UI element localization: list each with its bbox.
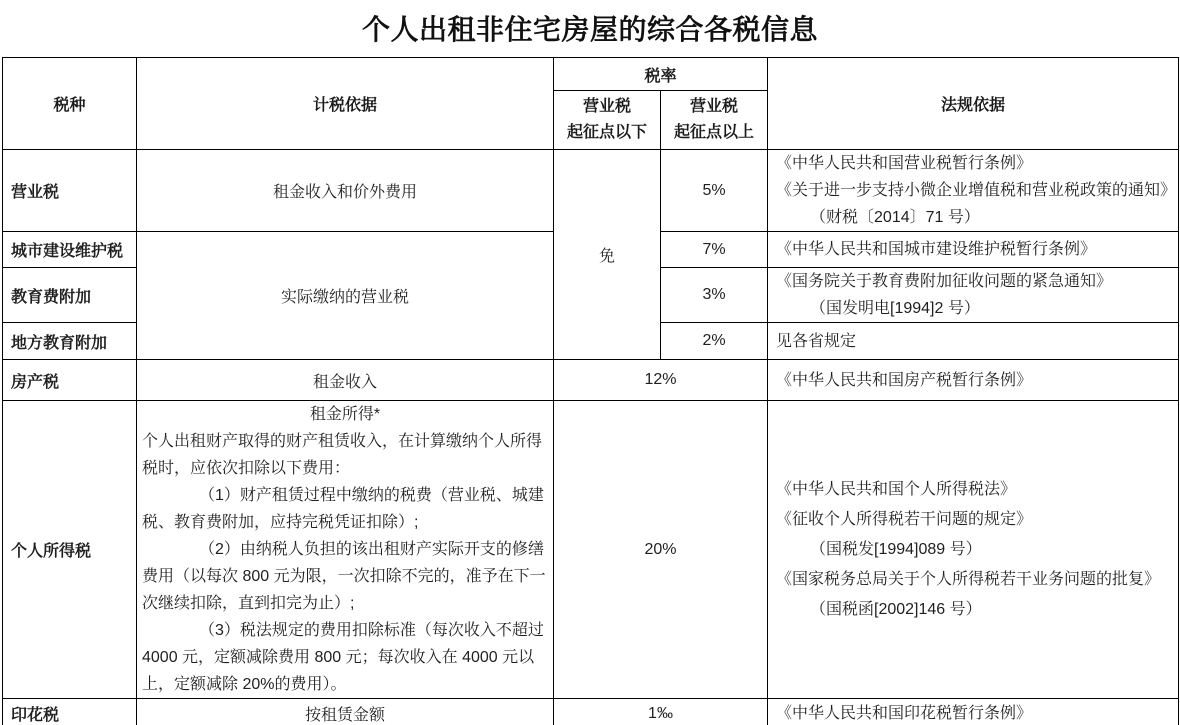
legal-line: 《国家税务总局关于个人所得税若干业务问题的批复》 bbox=[776, 570, 1161, 588]
tax-name-cell: 城市建设维护税 bbox=[3, 232, 137, 268]
table-row-stamp-tax bbox=[3, 699, 1179, 725]
legal-basis-cell bbox=[768, 323, 1179, 360]
tax-info-table bbox=[2, 57, 1179, 725]
tax-name-cell: 地方教育附加 bbox=[3, 323, 137, 360]
tax-basis-cell bbox=[137, 401, 554, 699]
legal-basis-cell bbox=[768, 232, 1179, 268]
rate-above-cell: 2% bbox=[661, 323, 768, 360]
legal-line: 《中华人民共和国城市建设维护税暂行条例》 bbox=[776, 241, 1097, 258]
basis-paragraph: （3）税法规定的费用扣除标准（每次收入不超过 4000 元，定额减除费用 800 元；每次收入在 4000 元以上，定额减除 20%的费用）。 bbox=[142, 622, 544, 693]
header-line: 营业税 bbox=[582, 98, 631, 115]
legal-line: 《关于进一步支持小微企业增值税和营业税政策的通知》 bbox=[776, 182, 1177, 199]
basis-paragraph: （1）财产租赁过程中缴纳的税费（营业税、城建税、教育费附加，应持完税凭证扣除）; bbox=[142, 487, 544, 531]
legal-line: 《中华人民共和国房产税暂行条例》 bbox=[776, 371, 1033, 389]
legal-line: （国发明电[1994]2 号） bbox=[810, 300, 980, 317]
basis-paragraph: （2）由纳税人负担的该出租财产实际开支的修缮费用（以每次 800 元为限，一次扣除不完的，准予在下一次继续扣除，直到扣完为止）; bbox=[142, 541, 546, 612]
rate-above-cell: 5% bbox=[661, 150, 768, 232]
rate-above-cell: 3% bbox=[661, 268, 768, 323]
legal-basis-cell bbox=[768, 150, 1179, 232]
tax-basis-cell: 租金收入 bbox=[137, 360, 554, 401]
legal-basis-cell bbox=[768, 699, 1179, 725]
basis-title: 租金所得* bbox=[309, 406, 381, 423]
legal-line: 《征收个人所得税若干问题的规定》 bbox=[776, 510, 1033, 528]
rate-below-cell: 免 bbox=[554, 150, 661, 360]
rate-above-cell: 7% bbox=[661, 232, 768, 268]
tax-name-cell: 个人所得税 bbox=[3, 401, 137, 699]
rate-merged-cell: 12% bbox=[554, 360, 768, 401]
legal-line: （财税〔2014〕71 号） bbox=[810, 209, 980, 226]
header-line: 起征点以下 bbox=[566, 124, 647, 141]
legal-line: 见各省规定 bbox=[776, 332, 857, 350]
table-row-business-tax bbox=[3, 150, 1179, 232]
basis-paragraph: 个人出租财产取得的财产租赁收入，在计算缴纳个人所得税时，应依次扣除以下费用： bbox=[142, 433, 543, 477]
tax-basis-cell: 租金收入和价外费用 bbox=[137, 150, 554, 232]
table-row-property-tax bbox=[3, 360, 1179, 401]
legal-line: 《中华人民共和国营业税暂行条例》 bbox=[776, 155, 1033, 172]
tax-name-cell: 印花税 bbox=[3, 699, 137, 725]
header-tax-rate: 税率 bbox=[554, 58, 768, 91]
rate-merged-cell: 20% bbox=[554, 401, 768, 699]
header-line: 起征点以上 bbox=[674, 124, 755, 141]
legal-line: 《国务院关于教育费附加征收问题的紧急通知》 bbox=[776, 273, 1113, 290]
legal-line: （国税发[1994]089 号） bbox=[810, 540, 982, 558]
tax-name-cell: 营业税 bbox=[3, 150, 137, 232]
rate-merged-cell: 1‰ bbox=[554, 699, 768, 725]
tax-basis-cell: 实际缴纳的营业税 bbox=[137, 232, 554, 360]
page-title: 个人出租非住宅房屋的综合各税信息 bbox=[361, 14, 818, 45]
legal-basis-cell bbox=[768, 268, 1179, 323]
legal-basis-cell bbox=[768, 360, 1179, 401]
tax-name-cell: 房产税 bbox=[3, 360, 137, 401]
table-row-individual-income-tax bbox=[3, 401, 1179, 699]
header-tax-basis: 计税依据 bbox=[137, 58, 554, 150]
header-rate-above-threshold bbox=[661, 91, 768, 150]
legal-basis-cell bbox=[768, 401, 1179, 699]
legal-line: 《中华人民共和国个人所得税法》 bbox=[776, 480, 1017, 498]
header-rate-below-threshold bbox=[554, 91, 661, 150]
header-line: 营业税 bbox=[690, 98, 739, 115]
legal-line: （国税函[2002]146 号） bbox=[810, 600, 982, 618]
header-row-1 bbox=[3, 58, 1179, 91]
header-legal-basis: 法规依据 bbox=[768, 58, 1179, 150]
header-tax-type: 税种 bbox=[3, 58, 137, 150]
tax-basis-cell: 按租赁金额 bbox=[137, 699, 554, 725]
tax-name-cell: 教育费附加 bbox=[3, 268, 137, 323]
legal-line: 《中华人民共和国印花税暂行条例》 bbox=[776, 705, 1033, 722]
